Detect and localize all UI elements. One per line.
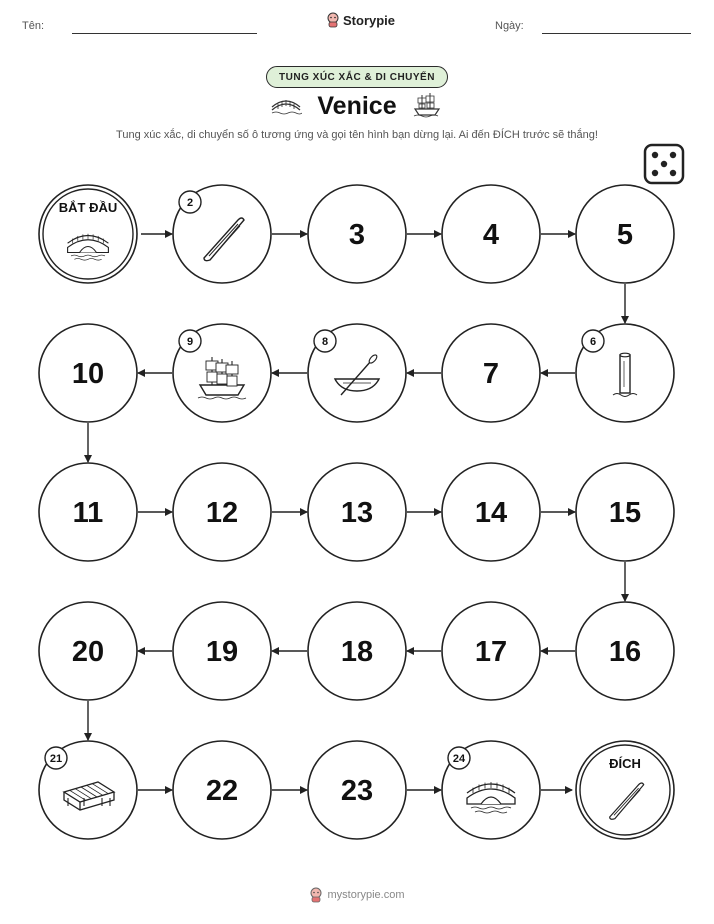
- board-cell-18: [308, 602, 406, 700]
- board-cell-8: [308, 324, 406, 422]
- cell-number: 19: [205, 636, 239, 668]
- cell-number: 14: [474, 497, 508, 529]
- brand-name: Storypie: [343, 12, 396, 28]
- finish-cell: [576, 741, 674, 839]
- footer: [0, 887, 714, 903]
- footer-url[interactable]: mystorypie.com: [327, 889, 405, 901]
- board-cell-20: [39, 602, 137, 700]
- board-cell-10: [39, 324, 137, 422]
- cell-number: 16: [608, 636, 642, 668]
- cell-number-badge: 9: [186, 336, 194, 348]
- start-cell: [39, 185, 137, 283]
- cell-label: ĐÍCH: [609, 756, 641, 771]
- cell-number-badge: 6: [589, 336, 597, 348]
- board-cell-13: [308, 463, 406, 561]
- cell-number: 11: [72, 497, 104, 529]
- cell-number: 18: [340, 636, 374, 668]
- date-label: Ngày:: [495, 20, 524, 32]
- board-cell-19: [173, 602, 271, 700]
- cell-number: 17: [474, 636, 508, 668]
- cell-label: BẮT ĐẦU: [58, 200, 118, 215]
- board-cell-5: [576, 185, 674, 283]
- cell-number-badge: 24: [452, 753, 466, 765]
- cell-number: 22: [205, 775, 239, 807]
- footer-mascot-icon: [309, 887, 323, 903]
- board-cell-17: [442, 602, 540, 700]
- cell-number: 13: [340, 497, 374, 529]
- board-cell-2: [173, 185, 271, 283]
- cell-number-badge: 8: [321, 336, 329, 348]
- board-cell-16: [576, 602, 674, 700]
- activity-badge: TUNG XÚC XẮC & DI CHUYỂN: [266, 66, 448, 88]
- cell-number-badge: 2: [186, 197, 194, 209]
- cell-number: 10: [71, 358, 105, 390]
- cell-number: 23: [340, 775, 374, 807]
- board-cell-22: [173, 741, 271, 839]
- board-cell-9: [173, 324, 271, 422]
- board-cell-24: [442, 741, 540, 839]
- cell-number: 12: [205, 497, 239, 529]
- board-cell-14: [442, 463, 540, 561]
- board-cell-21: [39, 741, 137, 839]
- board-cell-6: [576, 324, 674, 422]
- cell-number: 15: [608, 497, 642, 529]
- cell-number: 20: [71, 636, 105, 668]
- cell-number: 4: [482, 219, 500, 251]
- board-cell-15: [576, 463, 674, 561]
- board-cell-23: [308, 741, 406, 839]
- page-title: Venice: [317, 92, 397, 120]
- cell-number: 7: [482, 358, 500, 390]
- cell-number: 5: [616, 219, 634, 251]
- board-cell-11: [39, 463, 137, 561]
- board-cell-7: [442, 324, 540, 422]
- cell-number: 3: [348, 219, 366, 251]
- board-cell-12: [173, 463, 271, 561]
- board-cell-4: [442, 185, 540, 283]
- instructions: Tung xúc xắc, di chuyển số ô tương ứng và gọi tên hình bạn dừng lại. Ai đến ĐÍCH trước sẽ thắng!: [116, 129, 598, 141]
- board-cell-3: [308, 185, 406, 283]
- name-label: Tên:: [22, 20, 45, 32]
- cell-number-badge: 21: [49, 753, 63, 765]
